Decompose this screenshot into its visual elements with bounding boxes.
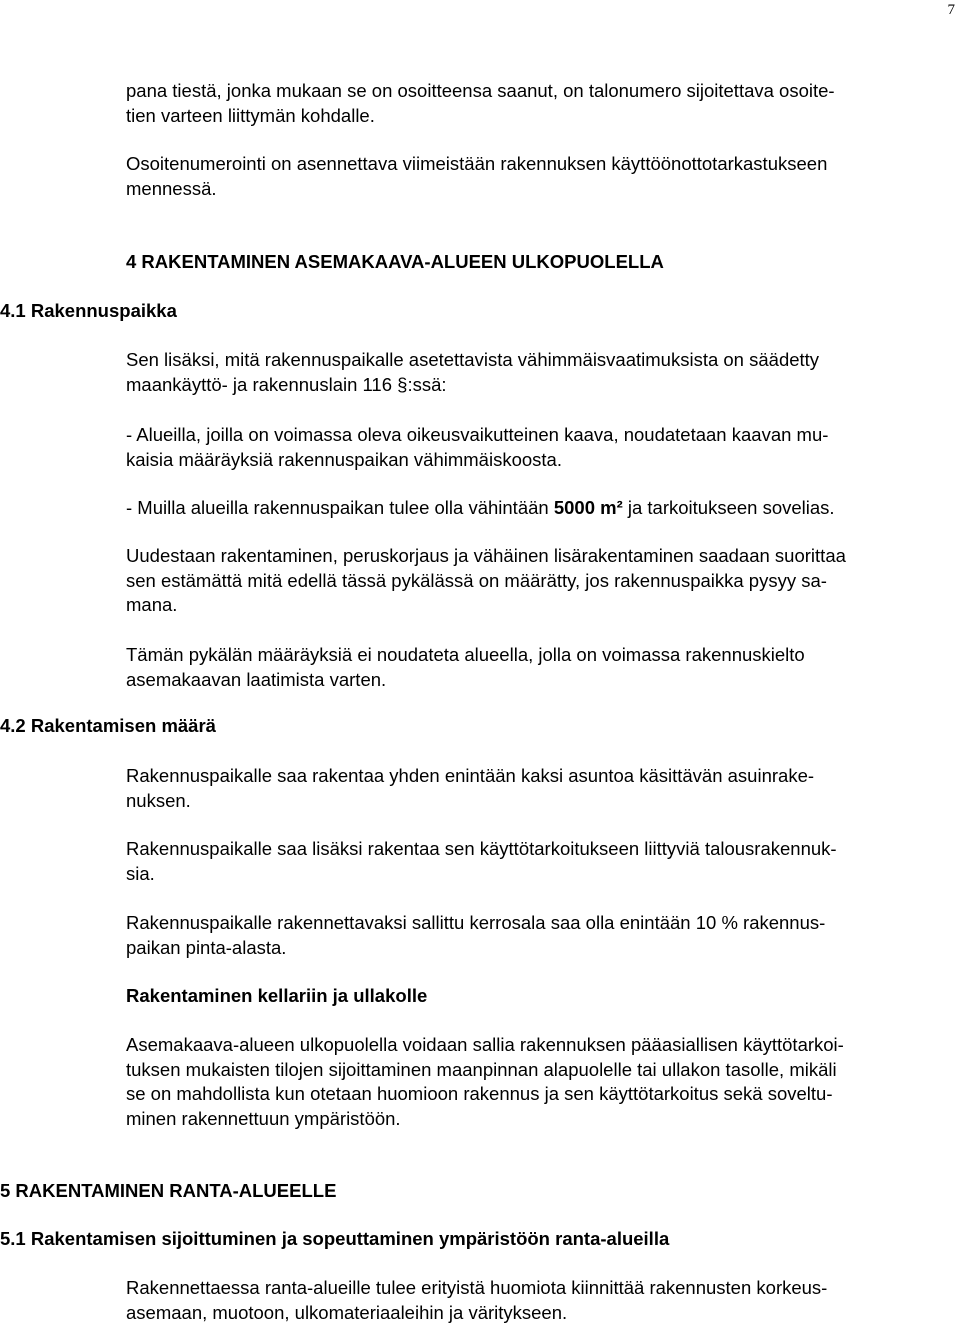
section-heading-4: 4 RAKENTAMINEN ASEMAKAAVA-ALUEEN ULKOPUOLELLA xyxy=(126,251,664,272)
paragraph-rebuilding: Uudestaan rakentaminen, peruskorjaus ja vähäinen lisärakentaminen saadaan suorittaa sen estämättä mitä edellä tässä pykälässä on määrätty, jos rakennuspaikka pysyy sa- mana. xyxy=(126,545,846,615)
subsection-heading-4-2: 4.2 Rakentamisen määrä xyxy=(0,715,216,736)
subsection-heading-4-1: 4.1 Rakennuspaikka xyxy=(0,300,177,321)
paragraph-floor-area: Rakennuspaikalle rakennettavaksi sallittu kerrosala saa olla enintään 10 % rakennus- paikan pinta-alasta. xyxy=(126,912,826,958)
page-number: 7 xyxy=(947,2,955,18)
paragraph-other-areas xyxy=(126,496,956,521)
paragraph-building-ban: Tämän pykälän määräyksiä ei noudateta alueella, jolla on voimassa rakennuskielto asemakaavan laatimista varten. xyxy=(126,644,805,690)
other-areas-text-end: ja tarkoitukseen sovelias. xyxy=(622,497,835,518)
paragraph-address-deadline: Osoitenumerointi on asennettava viimeistään rakennuksen käyttöönottotarkastukseen mennessä. xyxy=(126,153,828,199)
minimum-area-value: 5000 m² xyxy=(553,497,623,518)
paragraph-shore-buildings: Rakennettaessa ranta-alueille tulee erityistä huomiota kiinnittää rakennusten korkeus- asemaan, muotoon, ulkomateriaaleihin ja väritykseen. xyxy=(126,1277,828,1323)
other-areas-text-start: - Muilla alueilla rakennuspaikan tulee olla vähintään xyxy=(126,497,554,518)
paragraph-basement-attic: Asemakaava-alueen ulkopuolella voidaan sallia rakennuksen pääasiallisen käyttötarkoi- tuksen mukaisten tilojen sijoittaminen maanpinnan alapuolelle tai ullakon tasolle, mikäli se on mahdollista kun otetaan huomioon rakennus ja sen käyttötarkoitus sekä soveltu- minen rakennettuun ympäristöön. xyxy=(126,1034,844,1129)
paragraph-plan-areas: - Alueilla, joilla on voimassa oleva oikeusvaikutteinen kaava, noudatetaan kaavan mu- kaisia määräyksiä rakennuspaikan vähimmäiskoosta. xyxy=(126,424,829,470)
paragraph-dwellings: Rakennuspaikalle saa rakentaa yhden enintään kaksi asuntoa käsittävän asuinrake- nuksen. xyxy=(126,765,815,811)
subsection-heading-5-1: 5.1 Rakentamisen sijoittuminen ja sopeuttaminen ympäristöön ranta-alueilla xyxy=(0,1228,670,1249)
heading-basement-attic: Rakentaminen kellariin ja ullakolle xyxy=(126,985,428,1006)
paragraph-outbuildings: Rakennuspaikalle saa lisäksi rakentaa sen käyttötarkoitukseen liittyviä talousrakennuk- sia. xyxy=(126,838,837,884)
section-heading-5: 5 RAKENTAMINEN RANTA-ALUEELLE xyxy=(0,1180,337,1201)
paragraph-address-placement: pana tiestä, jonka mukaan se on osoitteensa saanut, on talonumero sijoitettava osoite- tien varteen liittymän kohdalle. xyxy=(126,80,835,126)
paragraph-minimum-requirements: Sen lisäksi, mitä rakennuspaikalle asetettavista vähimmäisvaatimuksista on säädetty maankäyttö- ja rakennuslain 116 §:ssä: xyxy=(126,349,820,395)
